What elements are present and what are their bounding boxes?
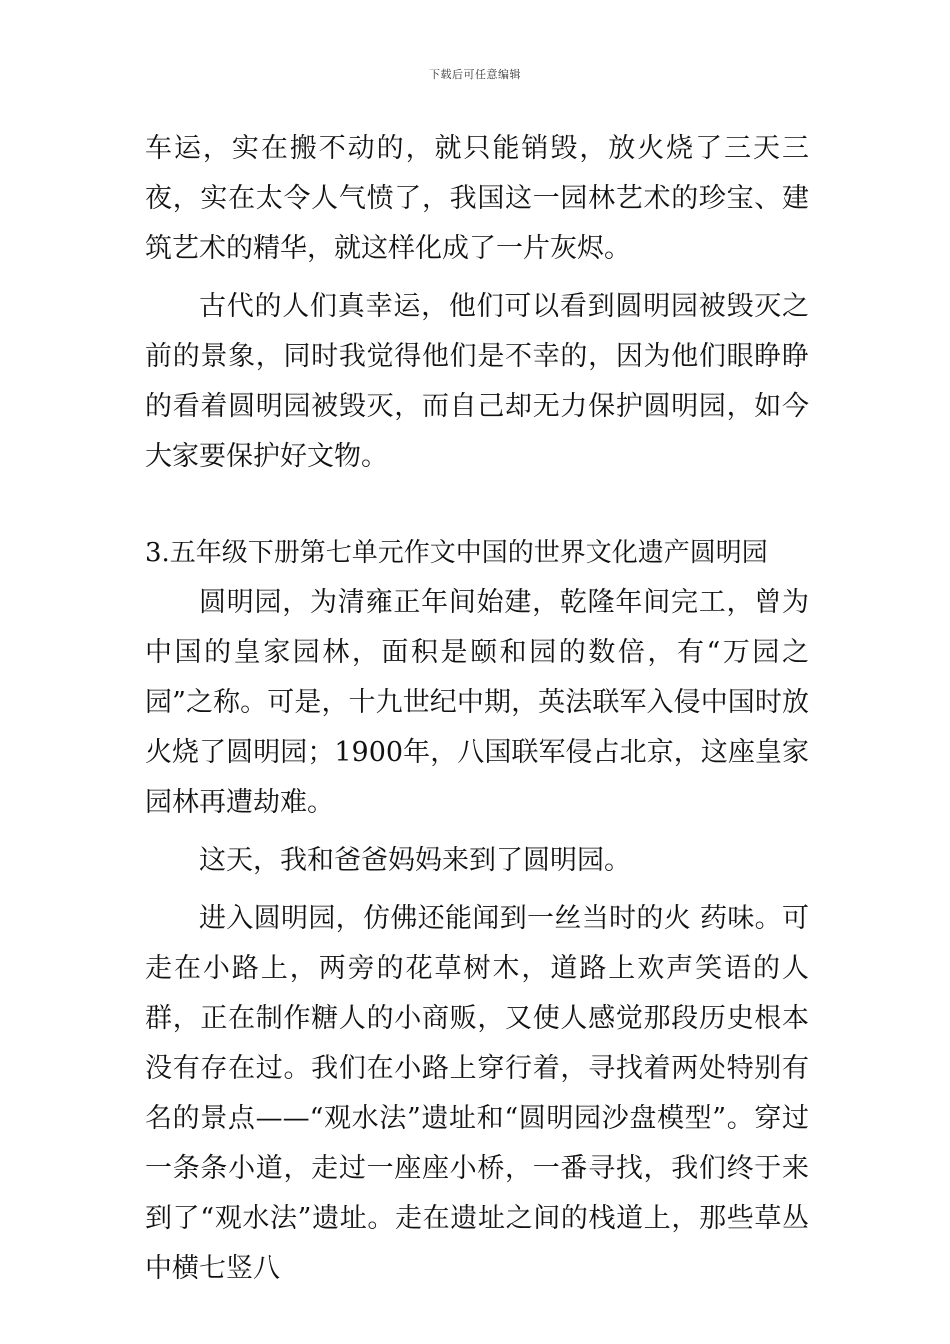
document-body — [145, 124, 809, 1294]
paragraph: 古代的人们真幸运，他们可以看到圆明园被毁灭之前的景象，同时我觉得他们是不幸的，因为他们眼睁睁的看着圆明园被毁灭，而自己却无力保护圆明园，如今大家要保护好文物。 — [145, 291, 809, 472]
page-header: 下载后可任意编辑 — [429, 68, 521, 81]
paragraph-spacer — [145, 886, 809, 894]
section-spacer — [145, 482, 809, 528]
paragraph: 这天，我和爸爸妈妈来到了圆明园。 — [199, 845, 631, 876]
paragraph: 进入圆明园，仿佛还能闻到一丝当时的火 药味。可走在小路上，两旁的花草树木，道路上欢声笑语的人群，正在制作糖人的小商贩，又使人感觉那段历史根本没有存在过。我们在小路上穿行着，寻找着两处特别有名的景点——“观水法”遗址和“圆明园沙盘模型”。穿过一条条小道，走过一座座小桥，一番寻找，我们终于来到了“观水法”遗址。走在遗址之间的栈道上，那些草丛中横七竖八 — [145, 903, 809, 1284]
paragraph-spacer — [145, 274, 809, 282]
section-heading: 3.五年级下册第七单元作文中国的世界文化遗产圆明园 — [145, 538, 768, 568]
paragraph-spacer — [145, 828, 809, 836]
paragraph-continued: 车运，实在搬不动的，就只能销毁，放火烧了三天三夜，实在太令人气愤了，我国这一园林艺术的珍宝、建筑艺术的精华，就这样化成了一片灰烬。 — [145, 133, 809, 264]
paragraph: 圆明园，为清雍正年间始建，乾隆年间完工，曾为中国的皇家园林，面积是颐和园的数倍，有“万园之园”之称。可是，十九世纪中期，英法联军入侵中国时放火烧了圆明园；1900年，八国联军侵占北京，这座皇家园林再遭劫难。 — [145, 587, 809, 818]
